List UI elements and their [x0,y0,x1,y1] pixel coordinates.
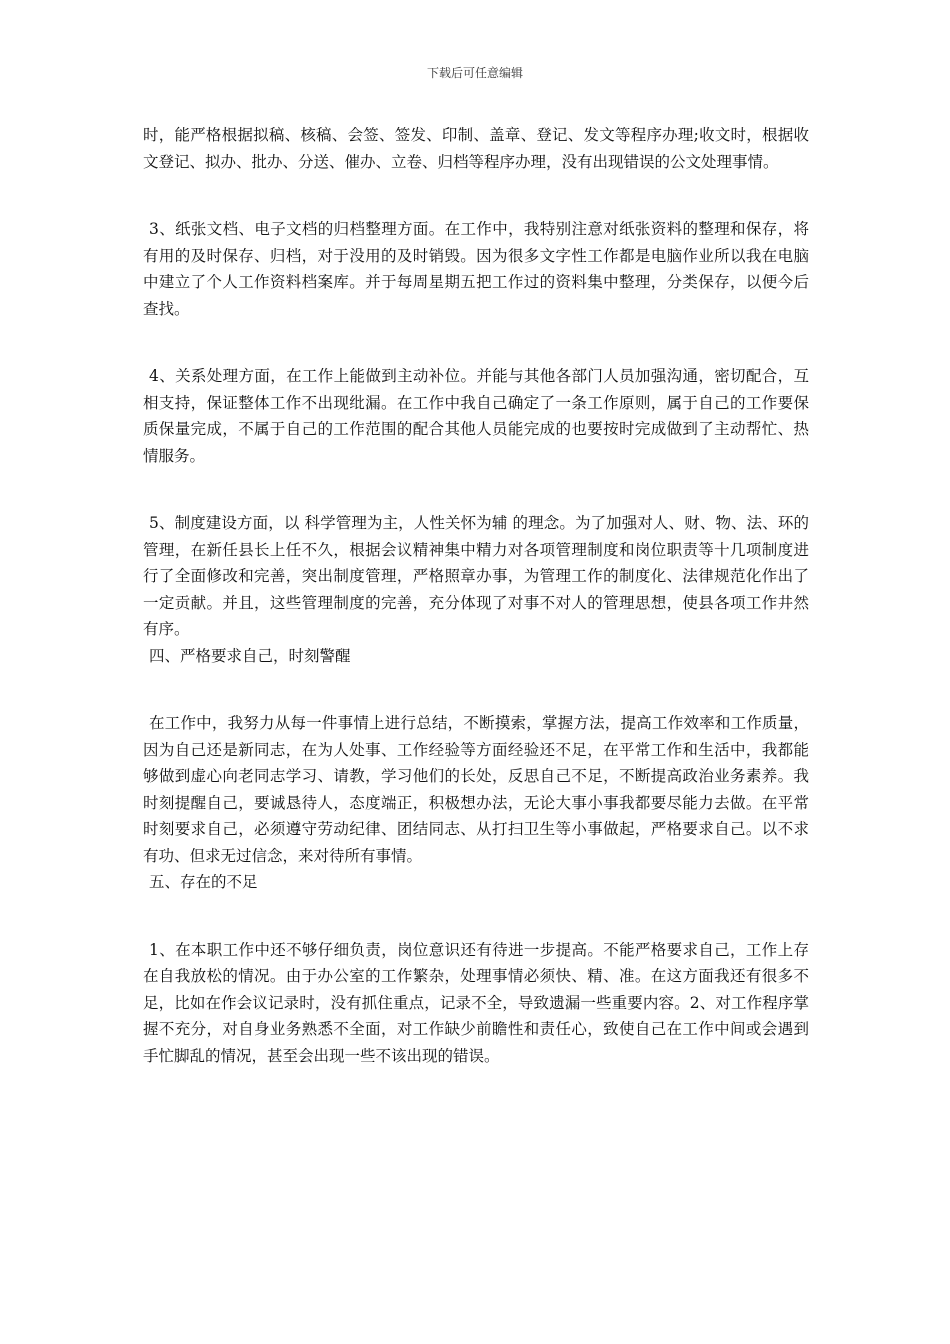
paragraph-shortcomings: 1、在本职工作中还不够仔细负责，岗位意识还有待进一步提高。不能严格要求自己，工作上存在自我放松的情况。由于办公室的工作繁杂，处理事情必须快、精、准。在这方面我还有很多不足，比如在作会议记录时，没有抓住重点，记录不全，导致遗漏一些重要内容。2、对工作程序掌握不充分，对自身业务熟悉不全面，对工作缺少前瞻性和责任心，致使自己在工作中间或会遇到手忙脚乱的情况，甚至会出现一些不该出现的错误。 [143,940,809,1065]
document-body [143,122,809,1069]
section-heading-self-discipline: 四、严格要求自己，时刻警醒 [149,646,351,665]
paragraph-document-handling: 时，能严格根据拟稿、核稿、会签、签发、印制、盖章、登记、发文等程序办理;收文时，根据收文登记、拟办、批办、分送、催办、立卷、归档等程序办理，没有出现错误的公文处理事情。 [143,126,809,171]
paragraph-relationships: 4、关系处理方面，在工作上能做到主动补位。并能与其他各部门人员加强沟通，密切配合，互相支持，保证整体工作不出现纰漏。在工作中我自己确定了一条工作原则，属于自己的工作要保质保量完成，不属于自己的工作范围的配合其他人员能完成的也要按时完成做到了主动帮忙、热情服务。 [143,367,809,465]
page-header-note: 下载后可任意编辑 [426,66,523,80]
paragraph-system-building: 5、制度建设方面，以 科学管理为主，人性关怀为辅 的理念。为了加强对人、财、物、法、环的管理，在新任县长上任不久，根据会议精神集中精力对各项管理制度和岗位职责等十几项制度进行了全面修改和完善，突出制度管理，严格照章办事，为管理工作的制度化、法律规范化作出了一定贡献。并且，这些管理制度的完善，充分体现了对事不对人的管理思想，使县各项工作井然有序。 [143,514,809,638]
paragraph-archiving: 3、纸张文档、电子文档的归档整理方面。在工作中，我特别注意对纸张资料的整理和保存，将有用的及时保存、归档，对于没用的及时销毁。因为很多文字性工作都是电脑作业所以我在电脑中建立了个人工作资料档案库。并于每周星期五把工作过的资料集中整理，分类保存，以便今后查找。 [143,220,809,318]
section-heading-shortcomings: 五、存在的不足 [149,873,258,891]
paragraph-self-discipline: 在工作中，我努力从每一件事情上进行总结，不断摸索，掌握方法，提高工作效率和工作质量，因为自己还是新同志，在为人处事、工作经验等方面经验还不足，在平常工作和生活中，我都能够做到虚心向老同志学习、请教，学习他们的长处，反思自己不足，不断提高政治业务素养。我时刻提醒自己，要诚恳待人，态度端正，积极想办法，无论大事小事我都要尽能力去做。在平常时刻要求自己，必须遵守劳动纪律、团结同志、从打扫卫生等小事做起，严格要求自己。以不求有功、但求无过信念，来对待所有事情。 [143,714,809,865]
